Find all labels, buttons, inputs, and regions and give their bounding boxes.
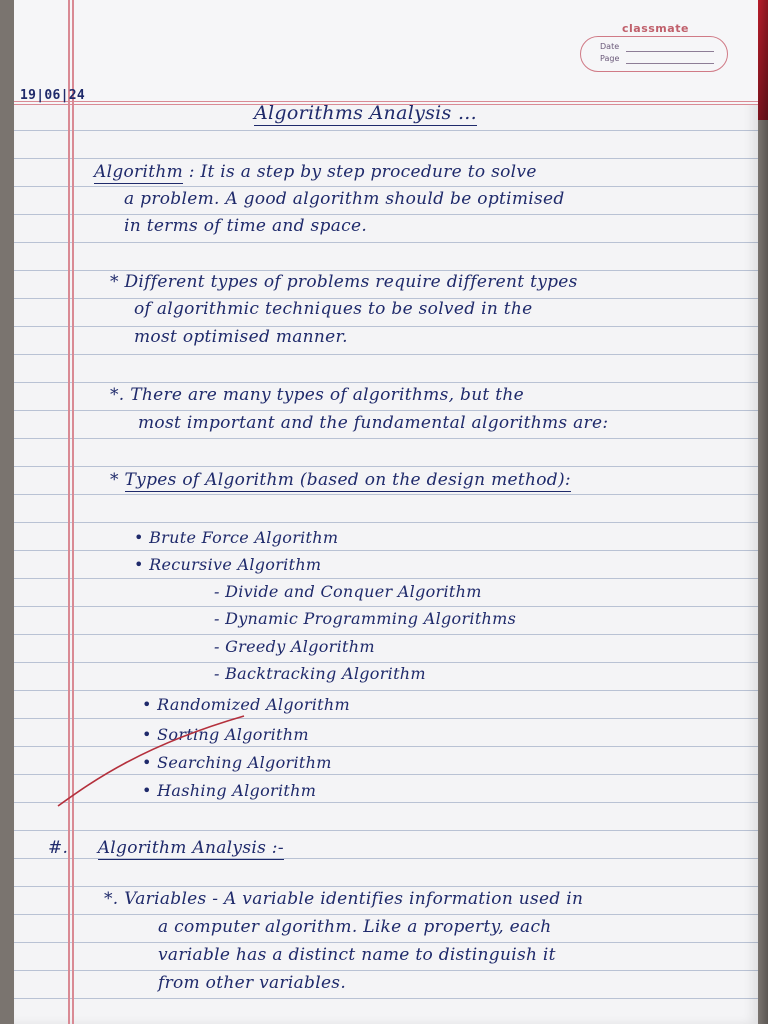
- analysis-heading-text: Algorithm Analysis :-: [97, 838, 284, 858]
- types-heading-text: Types of Algorithm (based on the design method):: [124, 470, 571, 490]
- note-1-line-2: of algorithmic techniques to be solved in the: [134, 299, 533, 319]
- definition-term: Algorithm: [94, 162, 183, 182]
- definition-line-1: [94, 162, 537, 182]
- entry-date: 19|06|24: [20, 88, 86, 103]
- types-heading-bullet: *: [110, 470, 119, 490]
- note-2-line-2: most important and the fundamental algorithms are:: [138, 413, 609, 433]
- notebook-brand-box: [574, 22, 734, 78]
- definition-line-2: a problem. A good algorithm should be optimised: [124, 189, 565, 209]
- page-title: Algorithms Analysis ...: [254, 102, 477, 124]
- analysis-heading-bullet: #.: [48, 838, 69, 858]
- date-field-line: [626, 51, 714, 52]
- notebook-page: [14, 0, 758, 1024]
- note-1-line-1: * Different types of problems require different types: [110, 272, 578, 292]
- red-pen-mark: [14, 0, 758, 1024]
- brand-name: classmate: [622, 22, 689, 35]
- date-field-label: Date: [600, 42, 620, 51]
- list-item: • Hashing Algorithm: [142, 781, 317, 800]
- list-item: - Dynamic Programming Algorithms: [214, 609, 517, 628]
- list-item: • Sorting Algorithm: [142, 725, 309, 744]
- page-edge-shadow: [758, 0, 768, 1024]
- list-item: - Backtracking Algorithm: [214, 664, 426, 683]
- variables-line-4: from other variables.: [158, 973, 347, 993]
- list-item: - Divide and Conquer Algorithm: [214, 582, 482, 601]
- page-field-line: [626, 63, 714, 64]
- definition-text-1: : It is a step by step procedure to solve: [188, 162, 537, 182]
- page-field-label: Page: [600, 54, 620, 63]
- variables-line-2: a computer algorithm. Like a property, each: [158, 917, 552, 937]
- analysis-heading: [48, 838, 284, 858]
- list-item: • Searching Algorithm: [142, 753, 332, 772]
- margin-line-left-inner: [72, 0, 74, 1024]
- definition-line-3: in terms of time and space.: [124, 216, 368, 236]
- types-heading: [110, 470, 571, 490]
- note-2-line-1: *. There are many types of algorithms, but the: [110, 385, 525, 405]
- variables-line-1: *. Variables - A variable identifies information used in: [104, 889, 584, 909]
- note-1-line-3: most optimised manner.: [134, 327, 348, 347]
- list-item: - Greedy Algorithm: [214, 637, 375, 656]
- margin-line-left: [68, 0, 70, 1024]
- list-item: • Brute Force Algorithm: [134, 528, 339, 547]
- variables-line-3: variable has a distinct name to distinguish it: [158, 945, 556, 965]
- list-item: • Recursive Algorithm: [134, 555, 322, 574]
- list-item: • Randomized Algorithm: [142, 695, 350, 714]
